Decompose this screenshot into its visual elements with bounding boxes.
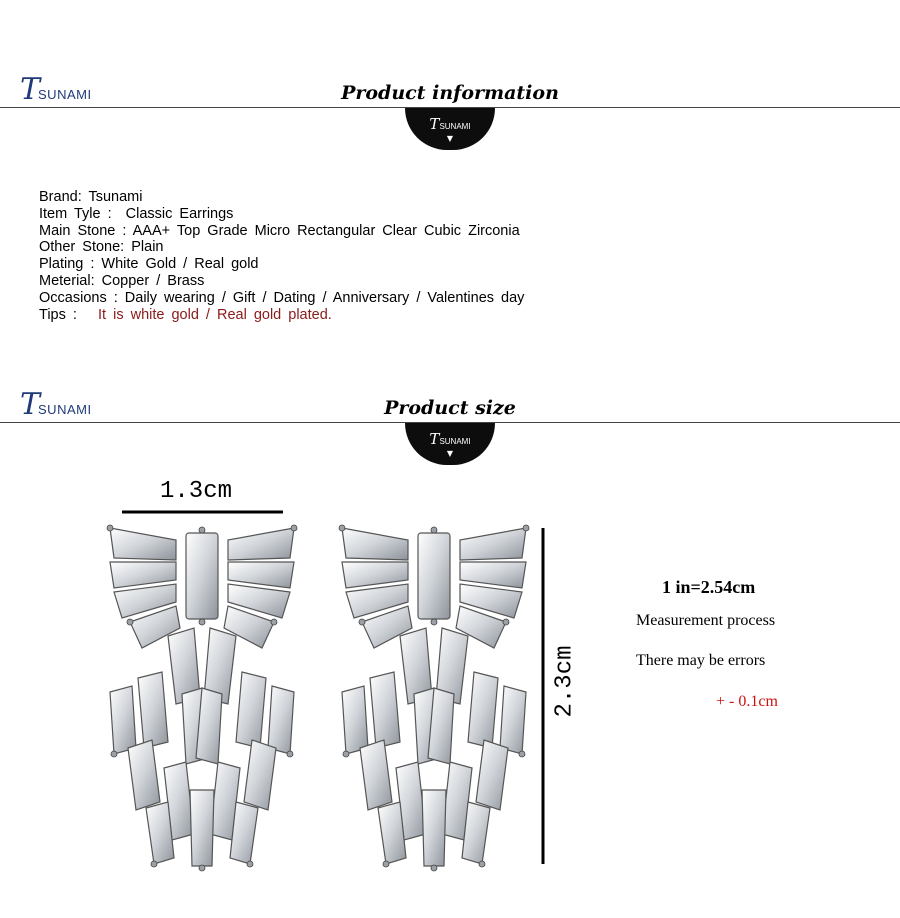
arrow-down-icon: ▼ — [446, 134, 454, 143]
earring-right — [339, 525, 529, 871]
brand-line: Brand: Tsunami — [39, 189, 143, 205]
conversion-text: 1 in=2.54cm — [662, 577, 756, 597]
width-label: 1.3cm — [160, 478, 233, 505]
earring-left — [107, 525, 297, 871]
tips-label: Tips : — [39, 306, 77, 323]
item-type-line: Item Tyle : Classic Earrings — [39, 205, 234, 222]
badge-initial: T — [429, 430, 440, 448]
plating-line: Plating : White Gold / Real gold — [39, 256, 259, 273]
arrow-down-icon: ▼ — [446, 449, 454, 458]
tolerance-text: + - 0.1cm — [716, 693, 778, 710]
product-size-title: Product size — [384, 397, 516, 419]
occasions-line: Occasions : Daily wearing / Gift / Dating / Anniversary / Valentines day — [39, 289, 525, 306]
errors-text: There may be errors — [636, 652, 766, 669]
badge-text: SUNAMI — [439, 122, 471, 131]
product-information-title: Product information — [341, 82, 559, 104]
logo-text: SUNAMI — [38, 402, 92, 417]
badge-initial: T — [429, 115, 440, 133]
logo-initial: T — [20, 387, 41, 422]
process-text: Measurement process — [636, 612, 776, 629]
logo-initial: T — [20, 72, 41, 107]
tips-text: It is white gold / Real gold plated. — [98, 306, 332, 323]
height-label: 2.3cm — [551, 645, 579, 718]
material-line: Meterial: Copper / Brass — [39, 272, 205, 289]
badge-text: SUNAMI — [439, 437, 471, 446]
logo-text: SUNAMI — [38, 87, 92, 102]
other-stone-line: Other Stone: Plain — [39, 239, 164, 256]
main-stone-line: Main Stone : AAA+ Top Grade Micro Rectangular Clear Cubic Zirconia — [39, 222, 520, 239]
